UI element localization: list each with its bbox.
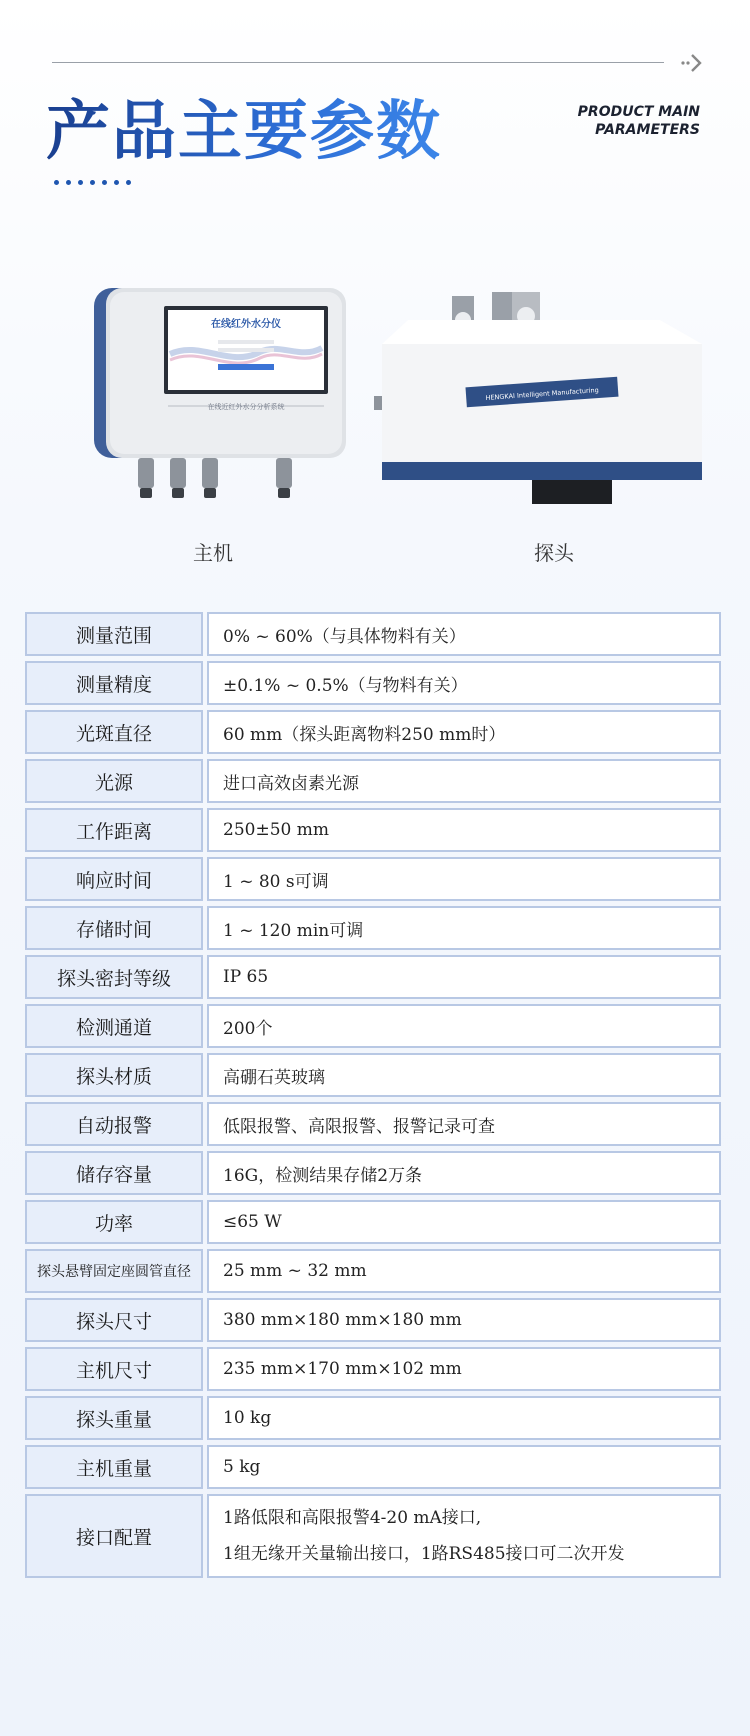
spec-label: 测量精度 <box>25 661 203 705</box>
spec-label: 检测通道 <box>25 1004 203 1048</box>
spec-label: 探头密封等级 <box>25 955 203 999</box>
spec-row <box>25 1151 721 1195</box>
spec-label: 储存容量 <box>25 1151 203 1195</box>
spec-label: 主机重量 <box>25 1445 203 1489</box>
spec-row <box>25 710 721 754</box>
spec-label: 功率 <box>25 1200 203 1244</box>
spec-row <box>25 759 721 803</box>
spec-value: IP 65 <box>207 955 721 999</box>
spec-row <box>25 1249 721 1293</box>
spec-value: 235 mm×170 mm×102 mm <box>207 1347 721 1391</box>
spec-label: 存储时间 <box>25 906 203 950</box>
spec-value: ≤65 W <box>207 1200 721 1244</box>
spec-value-line-2: 1组无缘开关量输出接口，1路RS485接口可二次开发 <box>223 1544 625 1564</box>
page-subtitle-en <box>578 103 700 139</box>
spec-row <box>25 1004 721 1048</box>
spec-label: 测量范围 <box>25 612 203 656</box>
spec-row <box>25 857 721 901</box>
spec-value-line-1: 1路低限和高限报警4-20 mA接口, <box>223 1508 482 1528</box>
spec-row <box>25 1396 721 1440</box>
spec-label: 工作距离 <box>25 808 203 852</box>
spec-value: 25 mm ~ 32 mm <box>207 1249 721 1293</box>
spec-label: 接口配置 <box>25 1494 203 1578</box>
spec-value: 200个 <box>207 1004 721 1048</box>
spec-value: ±0.1% ~ 0.5%（与物料有关） <box>207 661 721 705</box>
spec-row <box>25 612 721 656</box>
page-title: 产品主要参数 <box>46 80 442 172</box>
spec-label: 探头重量 <box>25 1396 203 1440</box>
spec-label: 响应时间 <box>25 857 203 901</box>
spec-label: 光斑直径 <box>25 710 203 754</box>
spec-value: 1 ~ 80 s可调 <box>207 857 721 901</box>
spec-value: 0% ~ 60%（与具体物料有关） <box>207 612 721 656</box>
spec-label: 自动报警 <box>25 1102 203 1146</box>
spec-row <box>25 1347 721 1391</box>
screen-title: 在线红外水分仪 <box>211 319 281 330</box>
spec-row <box>25 906 721 950</box>
host-panel-text: 在线近红外水分分析系统 <box>207 403 285 411</box>
spec-row <box>25 661 721 705</box>
spec-label: 主机尺寸 <box>25 1347 203 1391</box>
chevron-right-icon <box>680 52 704 74</box>
spec-value: 250±50 mm <box>207 808 721 852</box>
spec-row <box>25 1200 721 1244</box>
decorative-dots <box>54 180 131 185</box>
spec-value: 进口高效卤素光源 <box>207 759 721 803</box>
host-unit-image <box>90 282 350 512</box>
spec-row <box>25 1053 721 1097</box>
spec-row <box>25 955 721 999</box>
spec-label: 探头悬臂固定座圆管直径 <box>25 1249 203 1293</box>
spec-value: 16G，检测结果存储2万条 <box>207 1151 721 1195</box>
spec-row <box>25 1445 721 1489</box>
spec-row <box>25 1102 721 1146</box>
host-caption: 主机 <box>193 541 233 565</box>
spec-label: 探头材质 <box>25 1053 203 1097</box>
spec-value: 60 mm（探头距离物料250 mm时） <box>207 710 721 754</box>
spec-table <box>25 607 721 1583</box>
probe-caption: 探头 <box>534 541 574 565</box>
spec-value: 380 mm×180 mm×180 mm <box>207 1298 721 1342</box>
spec-row <box>25 808 721 852</box>
header-divider <box>52 62 664 63</box>
spec-value: 高硼石英玻璃 <box>207 1053 721 1097</box>
subtitle-line-2: PARAMETERS <box>595 122 700 138</box>
spec-value <box>207 1494 721 1578</box>
subtitle-line-1: PRODUCT MAIN <box>577 104 700 120</box>
spec-value: 1 ~ 120 min可调 <box>207 906 721 950</box>
spec-value: 低限报警、高限报警、报警记录可查 <box>207 1102 721 1146</box>
spec-row <box>25 1494 721 1578</box>
spec-row <box>25 1298 721 1342</box>
probe-badge-text: HENGKAI Intelligent Manufacturing <box>485 386 599 402</box>
spec-value: 10 kg <box>207 1396 721 1440</box>
spec-label: 探头尺寸 <box>25 1298 203 1342</box>
spec-value: 5 kg <box>207 1445 721 1489</box>
probe-unit-image <box>374 290 708 510</box>
spec-label: 光源 <box>25 759 203 803</box>
